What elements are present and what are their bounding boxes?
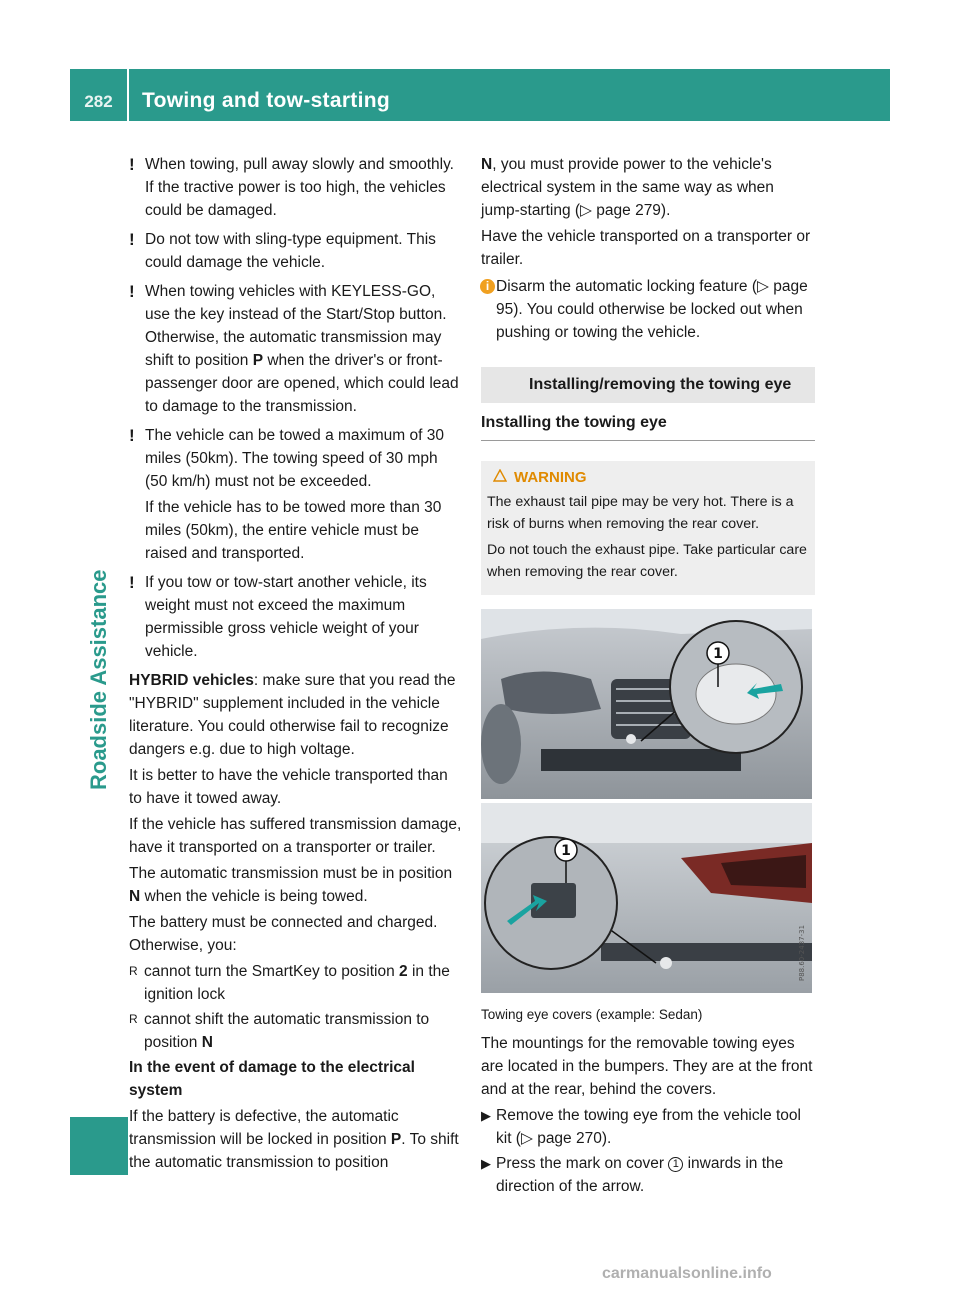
info-note [481, 275, 815, 344]
notice-text: If you tow or tow-start another vehicle, its weight must not exceed the maximum permissible gross vehicle weight of your vehicle. [145, 574, 427, 660]
step-arrow-icon: ▶ [481, 1108, 491, 1123]
warning-triangle-icon [493, 467, 507, 489]
position-n: N [201, 1034, 213, 1051]
bullet-r-icon: R [129, 964, 138, 978]
step-item [481, 1104, 815, 1150]
header-title: Towing and tow-starting [142, 89, 390, 112]
exclamation-icon: ! [129, 230, 135, 249]
step-text: Remove the towing eye from the vehicle tool kit (▷ page 270). [496, 1107, 801, 1147]
front-bumper-photo [481, 609, 812, 799]
callout-1-front: 1 [713, 646, 723, 662]
position-p: P [390, 1131, 402, 1148]
notice-text: The vehicle can be towed a maximum of 30 miles (50km). The towing speed of 30 mph (50 km/h) must not be exceeded. [145, 427, 444, 490]
list-item-text-cont: in the ignition lock [144, 963, 450, 1003]
side-tab-block [70, 1117, 128, 1175]
header-divider [127, 69, 129, 121]
side-section-label: Roadside Assistance [86, 569, 111, 790]
hybrid-text: : make sure that you read the "HYBRID" supplement included in the vehicle literature. You could otherwise fail to recognize dangers e.g. due to high voltage. [129, 672, 456, 758]
list-item [129, 960, 462, 1006]
step-arrow-icon: ▶ [481, 1156, 491, 1171]
notice-item [129, 571, 462, 663]
transport-paragraph: It is better to have the vehicle transported than to have it towed away. [129, 767, 448, 807]
continued-text: , you must provide power to the vehicle's electrical system in the same way as when jump-starting (▷ page 279). [481, 156, 774, 219]
locked-paragraph [129, 1105, 462, 1174]
notice-text-2: If the vehicle has to be towed more than 30 miles (50km), the entire vehicle must be raised and transported. [145, 499, 442, 562]
list-item-text: cannot turn the SmartKey to position [144, 963, 400, 980]
exclamation-icon: ! [129, 426, 135, 445]
battery-paragraph: The battery must be connected and charged. Otherwise, you: [129, 914, 438, 954]
warning-box [481, 461, 815, 595]
position-n: N [481, 156, 493, 173]
locked-text: If the battery is defective, the automatic transmission will be locked in position [129, 1108, 399, 1148]
bullet-r-icon: R [129, 1012, 138, 1026]
notice-item [129, 153, 462, 222]
warning-text-2: Do not touch the exhaust pipe. Take particular care when removing the rear cover. [487, 542, 807, 580]
left-column [129, 153, 462, 1177]
notice-item [129, 424, 462, 565]
photo-caption: Towing eye covers (example: Sedan) [481, 1007, 703, 1022]
warning-header [487, 467, 809, 489]
page-header [70, 69, 890, 121]
right-column [481, 153, 815, 1200]
callout-1-rear: 1 [561, 843, 571, 859]
notice-text-cont: when the driver's or front-passenger door are opened, which could lead to damage to the transmission. [145, 352, 459, 415]
position-n: N [129, 888, 141, 905]
rear-bumper-photo [481, 803, 812, 993]
damage-paragraph: If the vehicle has suffered transmission damage, have it transported on a transporter or trailer. [129, 816, 462, 856]
exclamation-icon: ! [129, 155, 135, 174]
step-item [481, 1152, 815, 1198]
position-p: P [252, 352, 264, 369]
exclamation-icon: ! [129, 282, 135, 301]
locked-text-cont: . To shift the automatic transmission to position [129, 1131, 459, 1171]
continued-paragraph [481, 153, 815, 222]
subheading: Installing the towing eye [481, 403, 815, 441]
list-item [129, 1008, 462, 1054]
notice-item [129, 280, 462, 418]
step-text: Press the mark on cover [496, 1155, 669, 1172]
page-number: 282 [84, 92, 113, 111]
notice-item [129, 228, 462, 274]
neutral-text-cont: when the vehicle is being towed. [140, 888, 368, 905]
electrical-heading: In the event of damage to the electrical system [129, 1059, 415, 1099]
notice-text: When towing vehicles with KEYLESS-GO, use the key instead of the Start/Stop button. Otherwise, the automatic transmission may shift to position [145, 283, 447, 369]
step-text-cont: inwards in the direction of the arrow. [496, 1155, 784, 1195]
list-item-text: cannot shift the automatic transmission to position [144, 1011, 430, 1051]
callout-1-ref-icon: 1 [668, 1157, 683, 1172]
notice-text: Do not tow with sling-type equipment. This could damage the vehicle. [145, 231, 436, 271]
transporter-paragraph: Have the vehicle transported on a transporter or trailer. [481, 228, 811, 268]
warning-label: WARNING [514, 469, 587, 486]
warning-text-1: The exhaust tail pipe may be very hot. There is a risk of burns when removing the rear cover. [487, 494, 794, 532]
exclamation-icon: ! [129, 573, 135, 592]
info-text: Disarm the automatic locking feature (▷ page 95). You could otherwise be locked out when pushing or towing the vehicle. [496, 278, 808, 341]
section-title: Installing/removing the towing eye [481, 367, 815, 403]
footer-watermark: carmanualsonline.info [602, 1265, 772, 1282]
hybrid-paragraph [129, 669, 462, 761]
notice-text: When towing, pull away slowly and smoothly. If the tractive power is too high, the vehicles could be damaged. [145, 156, 454, 219]
neutral-text: The automatic transmission must be in position [129, 865, 453, 882]
hybrid-label: HYBRID vehicles [129, 672, 254, 689]
mountings-paragraph: The mountings for the removable towing eyes are located in the bumpers. They are at the front and at the rear, behind the covers. [481, 1035, 813, 1098]
position-2: 2 [399, 963, 408, 980]
neutral-paragraph [129, 862, 462, 908]
info-icon: i [480, 279, 495, 294]
image-code: P88.60-2437-31 [798, 924, 806, 981]
